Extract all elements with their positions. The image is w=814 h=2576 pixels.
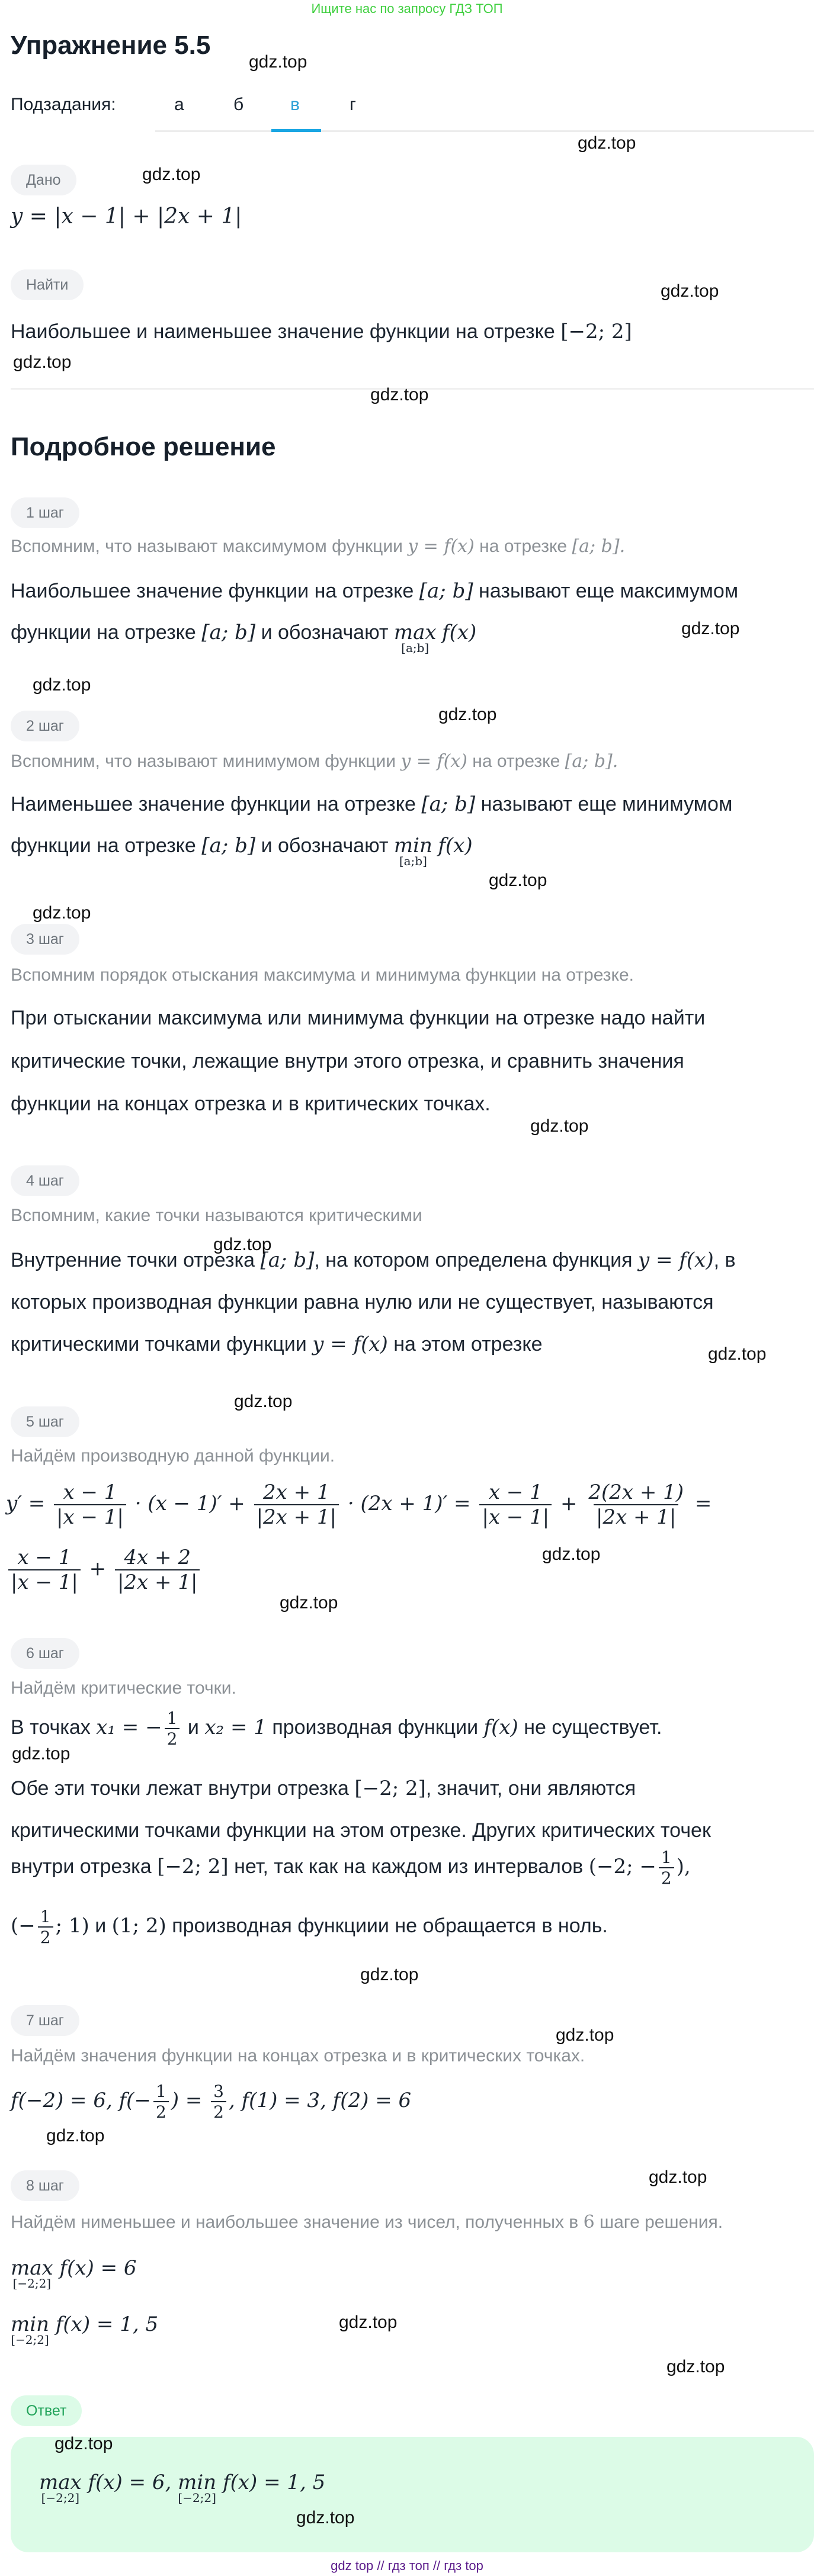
watermark: gdz.top [360,1965,419,1984]
step-6-line-4: внутри отрезка [−2; 2] нет, так как на каждом из интервалов (−2; − $\frac{1}{2}$ ), [11,1848,691,1888]
step-7-values: f(−2) = 6, f(− $\frac{1}{2}$ ) = $\frac{3}{2}$ , f(1) = 3, f(2) = 6 [11,2082,412,2122]
watermark: gdz.top [142,165,201,184]
page-title: Упражнение 5.5 [11,31,211,60]
find-description: Наибольшее и наименьшее значение функции на отрезке [11,320,555,343]
step-2-line-1: Наименьшее значение функции на отрезке [a; b] называют еще минимумом [11,792,733,816]
watermark: gdz.top [234,1392,293,1411]
tabs-divider [155,130,814,132]
watermark: gdz.top [438,705,497,724]
step-1-line-2: функции на отрезке [a; b] и обозначают max [a;b] f(x) [11,621,477,655]
step-5-derivative-line-1: y′ = $\frac{x - 1}{|x - 1|}$ · (x − 1)′ + $\frac{2x + 1}{|2x + 1|}$ · (2x + 1)′ = $\frac{x - 1}{|x - 1|}$ + $\frac{2(2x + 1)}{|2x + 1|}$ = [6,1480,712,1529]
watermark: gdz.top [489,871,547,890]
solution-heading: Подробное решение [11,432,276,461]
watermark: gdz.top [339,2312,398,2332]
tab-b[interactable]: б [233,95,244,114]
find-text [11,320,632,343]
step-2-badge: 2 шаг [11,711,79,741]
given-badge: Дано [11,165,76,195]
step-8-max: max [−2;2] f(x) = 6 [11,2256,137,2291]
watermark: gdz.top [296,2508,355,2527]
given-formula: y = |x − 1| + |2x + 1| [11,204,242,229]
step-5-badge: 5 шаг [11,1406,79,1437]
watermark: gdz.top [12,1744,70,1764]
step-4-line-3: критическими точками функции y = f(x) на этом отрезке [11,1332,543,1356]
step-2-hint: Вспомним, что называют минимумом функции y = f(x) на отрезке [a; b]. [11,751,618,772]
watermark: gdz.top [280,1593,338,1613]
answer-badge: Ответ [11,2395,82,2426]
watermark: gdz.top [530,1116,589,1136]
watermark: gdz.top [661,281,719,301]
step-6-line-5: (− $\frac{1}{2}$ ; 1) и (1; 2) производная функциии не обращается в ноль. [11,1907,608,1947]
step-4-line-2: которых производная функции равна нулю или не существует, называются [11,1291,714,1313]
step-1-hint: Вспомним, что называют максимумом функции y = f(x) на отрезке [a; b]. [11,536,626,557]
max-operator: max [a;b] [393,621,437,655]
subtasks-label: Подзадания: [11,95,116,114]
watermark: gdz.top [13,352,72,372]
watermark: gdz.top [578,133,636,153]
step-6-line-2: Обе эти точки лежат внутри отрезка [−2; 2], значит, они являются [11,1777,636,1800]
step-3-hint: Вспомним порядок отыскания максимума и минимума функции на отрезке. [11,965,634,985]
watermark: gdz.top [33,675,91,695]
step-7-hint: Найдём значения функции на концах отрезка и в критических точках. [11,2046,585,2066]
active-tab-indicator [271,129,321,132]
watermark: gdz.top [213,1235,272,1254]
step-3-badge: 3 шаг [11,924,79,955]
step-3-line-1: При отыскании максимума или минимума функции на отрезке надо найти [11,1007,706,1029]
step-3-line-3: функции на концах отрезка и в критических точках. [11,1093,491,1115]
watermark: gdz.top [249,52,307,72]
step-8-badge: 8 шаг [11,2170,79,2201]
step-8-min: min [−2;2] f(x) = 1, 5 [11,2312,159,2347]
watermark: gdz.top [708,1344,767,1364]
step-5-derivative-line-2: $\frac{x - 1}{|x - 1|}$ + $\frac{4x + 2}{|2x + 1|}$ [6,1546,202,1594]
step-2-line-2: функции на отрезке [a; b] и обозначают min [a;b] f(x) [11,834,473,868]
step-1-badge: 1 шаг [11,497,79,528]
search-banner: Ищите нас по запросу ГДЗ ТОП [311,1,503,16]
watermark: gdz.top [649,2167,707,2187]
step-6-line-3: критическими точками функции на этом отрезке. Других критических точек [11,1819,711,1842]
step-7-badge: 7 шаг [11,2005,79,2036]
find-interval: [−2; 2] [560,320,632,343]
watermark: gdz.top [556,2025,614,2045]
step-8-hint: Найдём нименьшее и наибольшее значение из чисел, полученных в 6 шаге решения. [11,2212,723,2233]
step-3-line-2: критические точки, лежащие внутри этого отрезка, и сравнить значения [11,1050,684,1072]
step-6-line-1: В точках x₁ = − $\frac{1}{2}$ и x₂ = 1 производная функции f(x) не существует. [11,1708,662,1749]
watermark: gdz.top [33,903,91,923]
step-1-line-1: Наибольшее значение функции на отрезке [a; b] называют еще максимумом [11,579,739,603]
watermark: gdz.top [542,1544,601,1564]
step-4-hint: Вспомним, какие точки называются критическими [11,1206,422,1225]
watermark: gdz.top [681,619,740,638]
min-operator: min [a;b] [393,834,432,868]
footer-links[interactable]: gdz top // гдз топ // гдз top [331,2558,483,2573]
tab-v[interactable]: в [290,95,300,114]
tab-a[interactable]: а [174,95,184,114]
watermark: gdz.top [55,2434,113,2453]
tab-g[interactable]: г [350,95,356,114]
answer-formula: max [−2;2] f(x) = 6, min [−2;2] f(x) = 1, 5 [39,2471,326,2505]
step-4-badge: 4 шаг [11,1165,79,1196]
watermark: gdz.top [46,2126,105,2145]
watermark: gdz.top [370,385,429,404]
step-4-line-1: Внутренние точки отрезка [a; b], на котором определена функция y = f(x), в [11,1248,736,1272]
watermark: gdz.top [666,2357,725,2376]
step-6-hint: Найдём критические точки. [11,1678,236,1698]
step-6-badge: 6 шаг [11,1638,79,1669]
step-5-hint: Найдём производную данной функции. [11,1446,335,1466]
find-badge: Найти [11,269,84,300]
